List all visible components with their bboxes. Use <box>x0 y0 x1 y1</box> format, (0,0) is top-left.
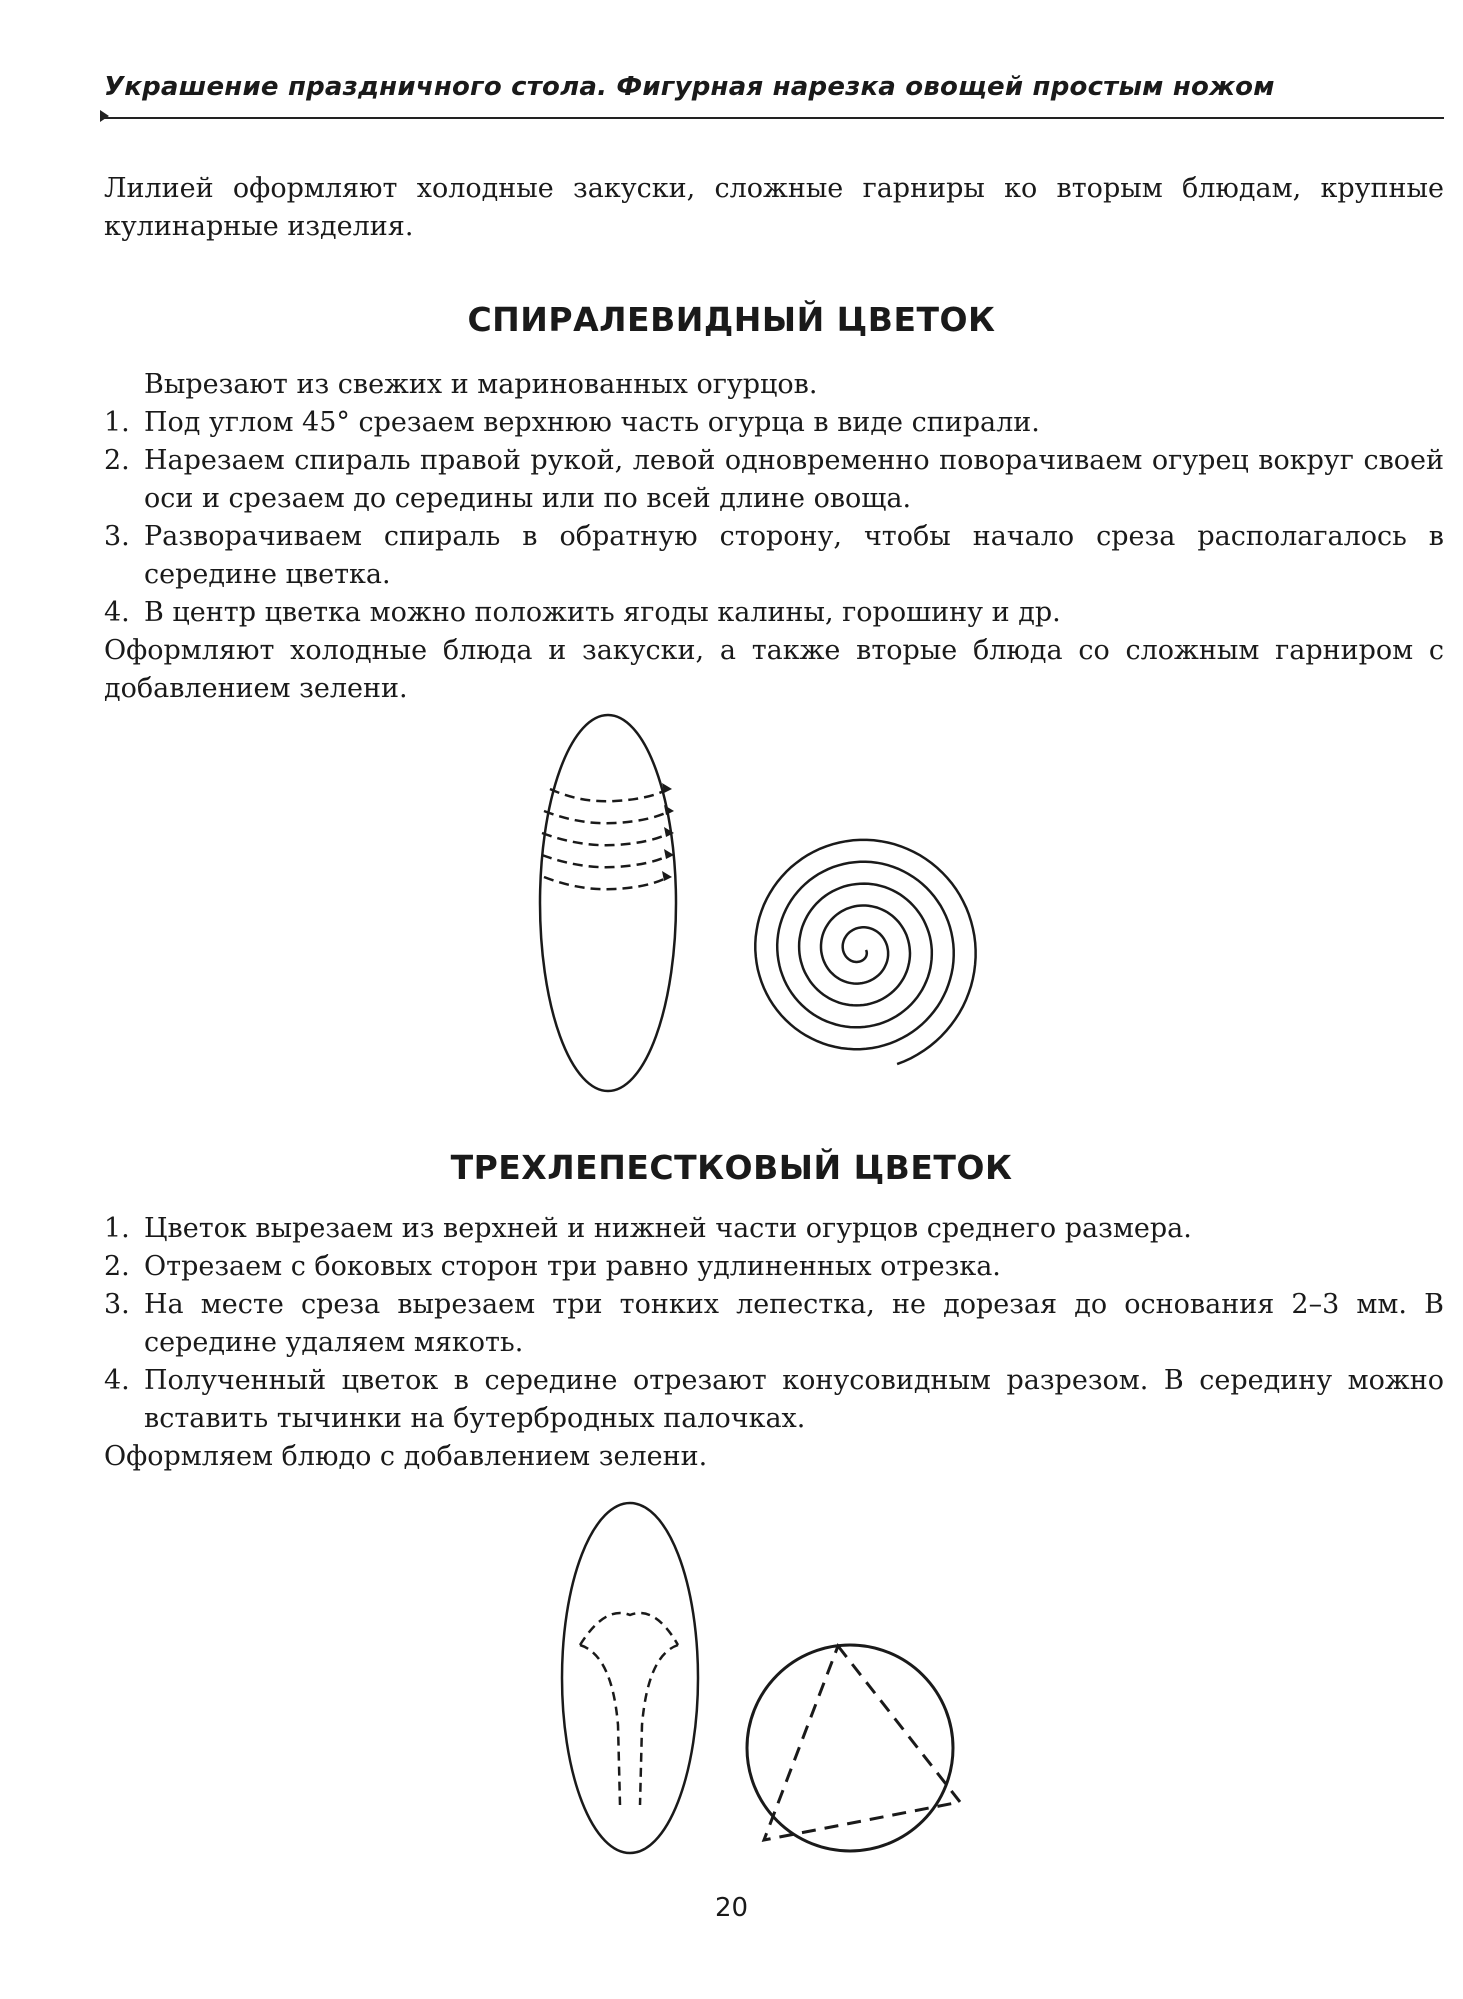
step-number: 4. <box>104 1365 130 1396</box>
three-petal-closing-text: Оформляем блюдо с добавлением зелени. <box>104 1441 708 1472</box>
running-header: Украшение праздничного стола. Фигурная нарезка овощей простым ножом <box>104 72 1275 102</box>
cucumber-outline <box>540 715 676 1091</box>
list-item <box>104 442 1444 518</box>
step-text: Полученный цветок в середине отрезают конусовидным разрезом. В середину можно вставить тычинки на бутербродных палочках. <box>144 1365 1444 1434</box>
step-number: 4. <box>104 597 130 628</box>
list-item <box>104 518 1444 594</box>
header-rule-marker <box>100 110 109 122</box>
petal-cut-lines <box>580 1613 678 1805</box>
spiral-flower-heading: СПИРАЛЕВИДНЫЙ ЦВЕТОК <box>467 300 996 339</box>
header-rule <box>104 117 1444 119</box>
spiral-cucumber-illustration <box>520 705 700 1105</box>
three-petal-cucumber-illustration <box>550 1495 710 1865</box>
spiral-lead-text: Вырезают из свежих и маринованных огурцов. <box>144 369 818 400</box>
spiral-cut-lines <box>542 789 670 889</box>
step-number: 1. <box>104 407 130 438</box>
intro-paragraph: Лилией оформляют холодные закуски, сложные гарниры ко вторым блюдам, крупные кулинарные изделия. <box>104 173 1444 242</box>
step-text: Нарезаем спираль правой рукой, левой одновременно поворачиваем огурец вокруг своей оси и срезаем до середины или по всей длине овоща. <box>144 445 1444 514</box>
spiral-flower-illustration <box>735 815 1005 1085</box>
three-petal-flower-illustration <box>738 1630 968 1860</box>
step-text: Цветок вырезаем из верхней и нижней части огурцов среднего размера. <box>144 1213 1192 1244</box>
step-number: 3. <box>104 1289 130 1320</box>
step-number: 1. <box>104 1213 130 1244</box>
flower-circle <box>747 1645 953 1851</box>
spiral-steps-list <box>104 404 1444 632</box>
list-item <box>104 1210 1444 1248</box>
cucumber-outline <box>562 1503 698 1853</box>
step-text: В центр цветка можно положить ягоды калины, горошину и др. <box>144 597 1061 628</box>
list-item <box>104 1286 1444 1362</box>
list-item <box>104 404 1444 442</box>
spiral-line <box>755 840 975 1064</box>
step-number: 2. <box>104 445 130 476</box>
step-number: 2. <box>104 1251 130 1282</box>
step-text: Под углом 45° срезаем верхнюю часть огурца в виде спирали. <box>144 407 1040 438</box>
list-item <box>104 594 1444 632</box>
step-number: 3. <box>104 521 130 552</box>
step-text: Отрезаем с боковых сторон три равно удлиненных отрезка. <box>144 1251 1001 1282</box>
list-item <box>104 1248 1444 1286</box>
step-text: На месте среза вырезаем три тонких лепестка, не дорезая до основания 2–3 мм. В середине удаляем мякоть. <box>144 1289 1444 1358</box>
list-item <box>104 1362 1444 1438</box>
step-text: Разворачиваем спираль в обратную сторону, чтобы начало среза располагалось в середине цветка. <box>144 521 1444 590</box>
spiral-closing-text: Оформляют холодные блюда и закуски, а также вторые блюда со сложным гарниром с добавлением зелени. <box>104 635 1444 704</box>
three-petal-steps-list <box>104 1210 1444 1438</box>
three-petal-flower-heading: ТРЕХЛЕПЕСТКОВЫЙ ЦВЕТОК <box>450 1148 1013 1187</box>
page-number: 20 <box>714 1893 749 1923</box>
